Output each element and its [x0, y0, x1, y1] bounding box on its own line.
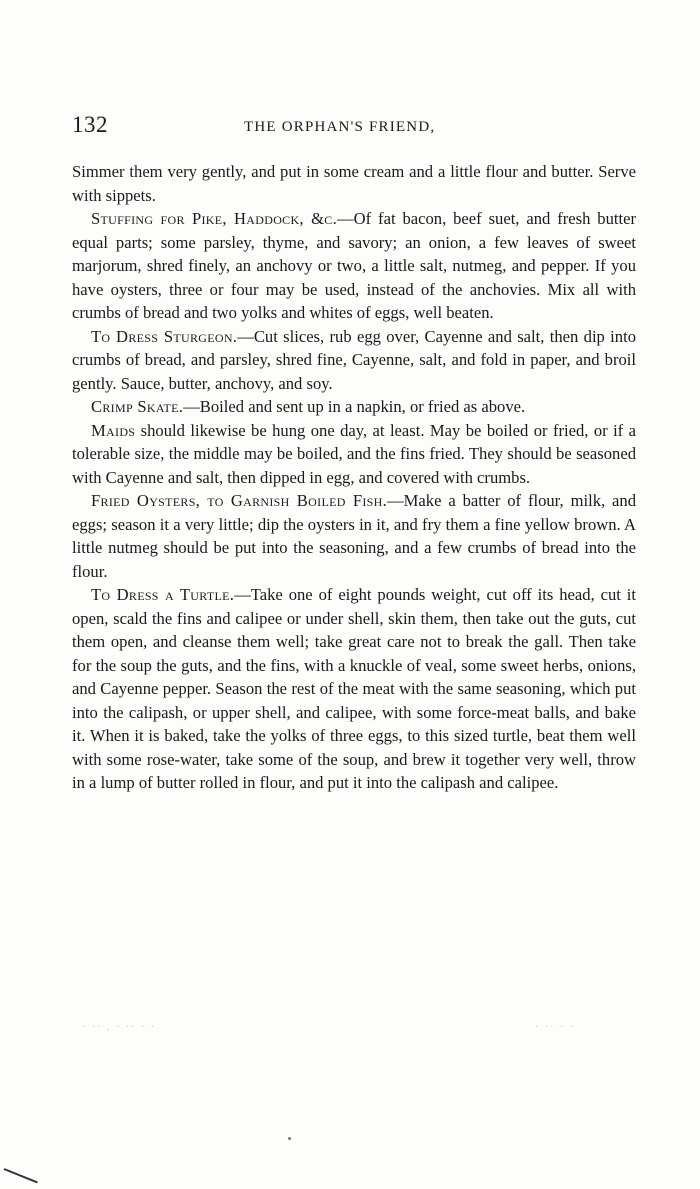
- paragraph-text: —Boiled and sent up in a napkin, or fried as above.: [183, 397, 526, 416]
- recipe-title: To Dress Sturgeon.: [91, 326, 238, 346]
- recipe-title: To Dress a Turtle.: [91, 585, 235, 604]
- corner-mark: [4, 1168, 38, 1183]
- paragraph-fried-oysters: [72, 489, 636, 583]
- paragraph-text: —Take one of eight pounds weight, cut off its head, cut it open, scald the fins and calipee or under shell, skin them, then take out the guts, cut them open, and cleanse them well; take great care not to break the gall. Then take for the soup the guts, and the fins, with a knuckle of veal, some sweet herbs, onions, and Cayenne pepper. Season the rest of the meat with the same seasoning, which put into the calipash, or upper shell, and calipee, with some force-meat balls, and bake it. When it is baked, take the yolks of three eggs, to this sized turtle, beat them well with some rose-water, take some of the soup, and brew it together very well, throw in a lump of butter rolled in flour, and put it into the calipash and calipee.: [72, 585, 636, 792]
- paragraph-simmer: [72, 160, 636, 207]
- ink-speck: [288, 1137, 291, 1140]
- bleed-through-marks: · ·· · ·: [535, 1022, 576, 1033]
- paragraph-text: Simmer them very gently, and put in some cream and a little flour and butter. Serve with sippets.: [72, 162, 636, 205]
- page-number: 132: [72, 112, 108, 137]
- recipe-title: Crimp Skate.: [91, 397, 184, 416]
- paragraph-text: —Cut slices, rub egg over, Cayenne and salt, then dip into crumbs of bread, and parsley, shred fine, Cayenne, salt, and fold in paper, and broil gently. Sauce, butter, anchovy, and soy.: [72, 326, 636, 393]
- recipe-title: Fried Oysters, to Garnish Boiled Fish.: [91, 491, 388, 510]
- paragraph-text: —Of fat bacon, beef suet, and fresh butter equal parts; some parsley, thyme, and savory; an onion, a few leaves of sweet marjorum, shred finely, an anchovy or two, a little salt, nutmeg, and pepper. If you have oysters, three or four may be used, instead of the anchovies. Mix all with crumbs of bread and two yolks and whites of eggs, well beaten.: [72, 209, 636, 322]
- page-header: [72, 112, 637, 142]
- paragraph-stuffing: [72, 207, 636, 325]
- paragraph-turtle: [72, 583, 636, 795]
- paragraph-sturgeon: [72, 325, 636, 396]
- bleed-through-marks: · ·· , · ·· · ·: [82, 1022, 157, 1033]
- paragraph-text: should likewise be hung one day, at least. May be boiled or fried, or if a tolerable size, the middle may be boiled, and the fins fried. They should be seasoned with Cayenne and salt, then dipped in egg, and covered with crumbs.: [72, 420, 636, 487]
- running-head: THE ORPHAN'S FRIEND,: [244, 119, 436, 135]
- paragraph-maids: [72, 419, 636, 490]
- paragraph-text: —Make a batter of flour, milk, and eggs; season it a very little; dip the oysters in it, and fry them a fine yellow brown. A little nutmeg should be put into the seasoning, and a few crumbs of bread into the flour.: [72, 491, 637, 581]
- paragraph-crimp-skate: [72, 395, 636, 419]
- body-text: [72, 160, 636, 795]
- recipe-title: Maids: [91, 420, 136, 440]
- recipe-title: Stuffing for Pike, Haddock, &c.: [91, 209, 338, 228]
